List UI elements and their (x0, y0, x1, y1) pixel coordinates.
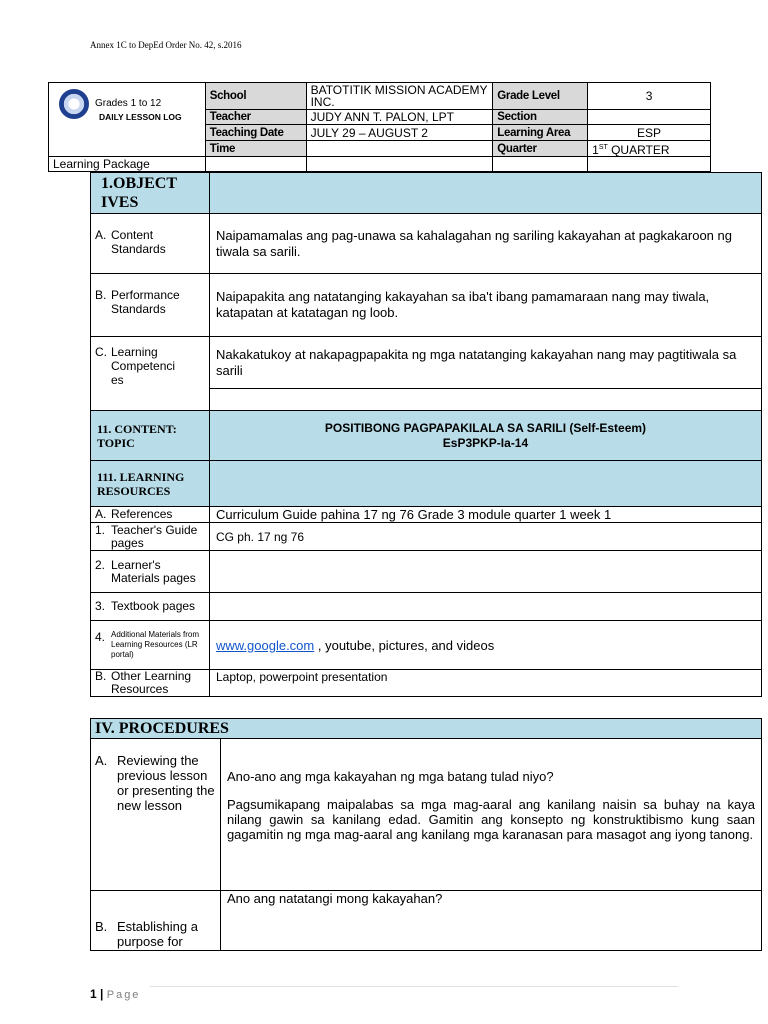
time-value (306, 141, 493, 157)
objectives-content-resources-table (90, 172, 762, 697)
additional-materials-text: www.google.com , youtube, pictures, and videos (209, 621, 761, 670)
header-table (48, 82, 711, 172)
google-link[interactable]: www.google.com (215, 637, 315, 653)
procedures-table (90, 718, 762, 951)
performance-standards-label: B. Performance Standards (91, 274, 210, 337)
learning-resources-heading: 111. LEARNING RESOURCES (91, 461, 210, 507)
learning-area-label: Learning Area (493, 125, 588, 141)
quarter-label: Quarter (493, 141, 588, 157)
teacher-label: Teacher (205, 110, 306, 125)
footer-rule (150, 986, 678, 987)
quarter-value: 1ST QUARTER (588, 141, 711, 157)
reviewing-paragraph: Pagsumikapang maipalabas sa mga mag-aaral ang kanilang naisin sa buhay na kaya nilang gawin sa kanilang edad. Gamitin ang konsepto ng konstruktibismo kung saan gagamitin ng mga mag-aaral ang kanilang mga karanasan para masagot ang iyong tanong. (226, 797, 755, 842)
section-value (588, 110, 711, 125)
learning-package-label: Learning Package (49, 157, 206, 172)
reviewing-label: A. Reviewing the previous lesson or presenting the new lesson (91, 739, 221, 891)
content-topic: POSITIBONG PAGPAPAKILALA SA SARILI (Self-Esteem) EsP3PKP-Ia-14 (209, 411, 761, 461)
time-label: Time (205, 141, 306, 157)
annex-reference: Annex 1C to DepEd Order No. 42, s.2016 (90, 40, 242, 50)
section-label: Section (493, 110, 588, 125)
performance-standards-text: Naipapakita ang natatanging kakayahan sa iba't ibang pamamaraan nang may tiwala, katapatan at katatagan ng loob. (209, 274, 761, 337)
other-resources-text: Laptop, powerpoint presentation (209, 670, 761, 697)
textbook-pages-label: 3. Textbook pages (91, 593, 210, 621)
content-standards-text: Naipamamalas ang pag-unawa sa kahalagahan ng sariling kakayahan at pagkakaroon ng tiwala sa sarili. (209, 214, 761, 274)
grade-level-value: 3 (588, 83, 711, 110)
school-value: BATOTITIK MISSION ACADEMY INC. (306, 83, 493, 110)
learning-competencies-label: C. Learning Competenci es (91, 337, 210, 411)
establishing-purpose-label: B. Establishing a purpose for (91, 891, 221, 951)
procedures-heading: IV. PROCEDURES (91, 719, 762, 739)
content-heading: 11. CONTENT: TOPIC (91, 411, 210, 461)
learning-competencies-text: Nakakatukoy at nakapagpapakita ng mga natatanging kakayahan nang may pagtitiwala sa sarili (209, 337, 761, 389)
teaching-date-label: Teaching Date (205, 125, 306, 141)
dll-label: DAILY LESSON LOG (99, 112, 182, 122)
grades-label: Grades 1 to 12 (95, 98, 162, 109)
content-standards-label: A. Content Standards (91, 214, 210, 274)
objectives-heading: 1.OBJECT IVES (91, 173, 210, 214)
page-word: Page (106, 989, 141, 1001)
learning-area-value: ESP (588, 125, 711, 141)
teachers-guide-text: CG ph. 17 ng 76 (209, 523, 761, 551)
teaching-date-value: JULY 29 – AUGUST 2 (306, 125, 493, 141)
page-footer: 1 | Page (90, 987, 141, 1001)
references-label: A. References (91, 507, 210, 523)
reviewing-content (220, 739, 761, 891)
deped-logo-cell (49, 83, 206, 157)
other-resources-label: B. Other Learning Resources (91, 670, 210, 697)
page-number: 1 (90, 987, 97, 1001)
deped-seal-icon (59, 89, 89, 119)
grade-level-label: Grade Level (493, 83, 588, 110)
establishing-purpose-question: Ano ang natatangi mong kakayahan? (220, 891, 761, 951)
learners-materials-label: 2. Learner's Materials pages (91, 551, 210, 593)
teachers-guide-label: 1. Teacher's Guide pages (91, 523, 210, 551)
school-label: School (205, 83, 306, 110)
additional-materials-label: 4. Additional Materials from Learning Resources (LR portal) (91, 621, 210, 670)
teacher-value: JUDY ANN T. PALON, LPT (306, 110, 493, 125)
references-text: Curriculum Guide pahina 17 ng 76 Grade 3 module quarter 1 week 1 (209, 507, 761, 523)
reviewing-question: Ano-ano ang mga kakayahan ng mga batang tulad niyo? (226, 769, 554, 784)
